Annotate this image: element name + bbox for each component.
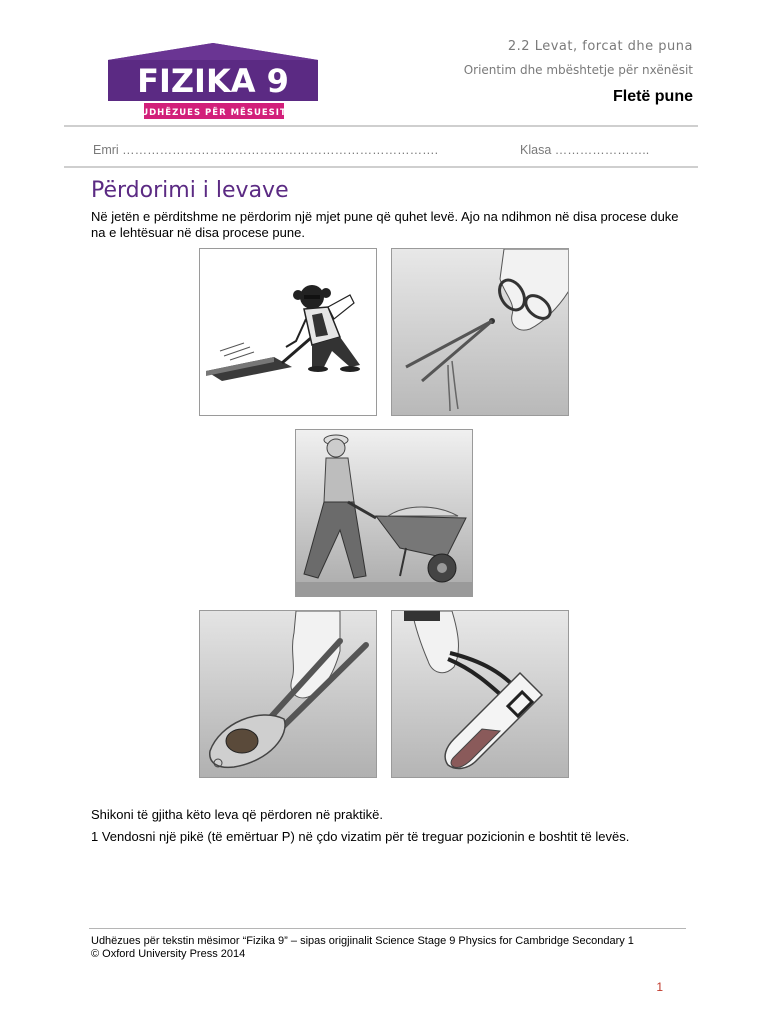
instruction-text: Shikoni të gjitha këto leva që përdoren në praktikë. [91,807,383,822]
footer-divider [89,928,686,929]
footer-source: Udhëzues për tekstin mësimor “Fizika 9” – sipas origjinalit Science Stage 9 Physics for Cambridge Secondary 1 [91,935,634,947]
wheelbarrow-illustration [295,429,473,597]
question-1: 1 Vendosni një pikë (të emërtuar P) në çdo vizatim për të treguar pozicionin e boshtit të levës. [91,829,630,844]
intro-paragraph: Në jetën e përditshme ne përdorim një mjet pune që quhet levë. Ajo na ndihmon në disa procese duke na e lehtësuar në disa procese pune. [91,209,679,240]
section-title: 2.2 Levat, forcat dhe puna [507,39,693,54]
header-info [464,38,693,107]
person-lifting-slab-illustration [199,248,377,416]
footer-copyright: © Oxford University Press 2014 [91,948,246,960]
tongs-test-tube-illustration [391,610,569,778]
scissors-illustration [391,248,569,416]
logo-subtitle: UDHËZUES PËR MËSUESIT [141,108,287,118]
name-field: Emri …………………………………………………………………. [93,143,439,157]
fizika-9-logo [106,43,320,123]
logo-title: FIZIKA 9 [137,62,289,100]
page-title: Përdorimi i levave [91,178,289,203]
form-divider [64,166,698,168]
nutcracker-illustration [199,610,377,778]
section-subtitle: Orientim dhe mbështetje për nxënësit [463,63,693,77]
class-field: Klasa ………………….. [520,143,650,157]
page-number: 1 [656,980,663,994]
document-type: Fletë pune [612,88,693,105]
header-divider [64,125,698,127]
footer [91,935,691,961]
